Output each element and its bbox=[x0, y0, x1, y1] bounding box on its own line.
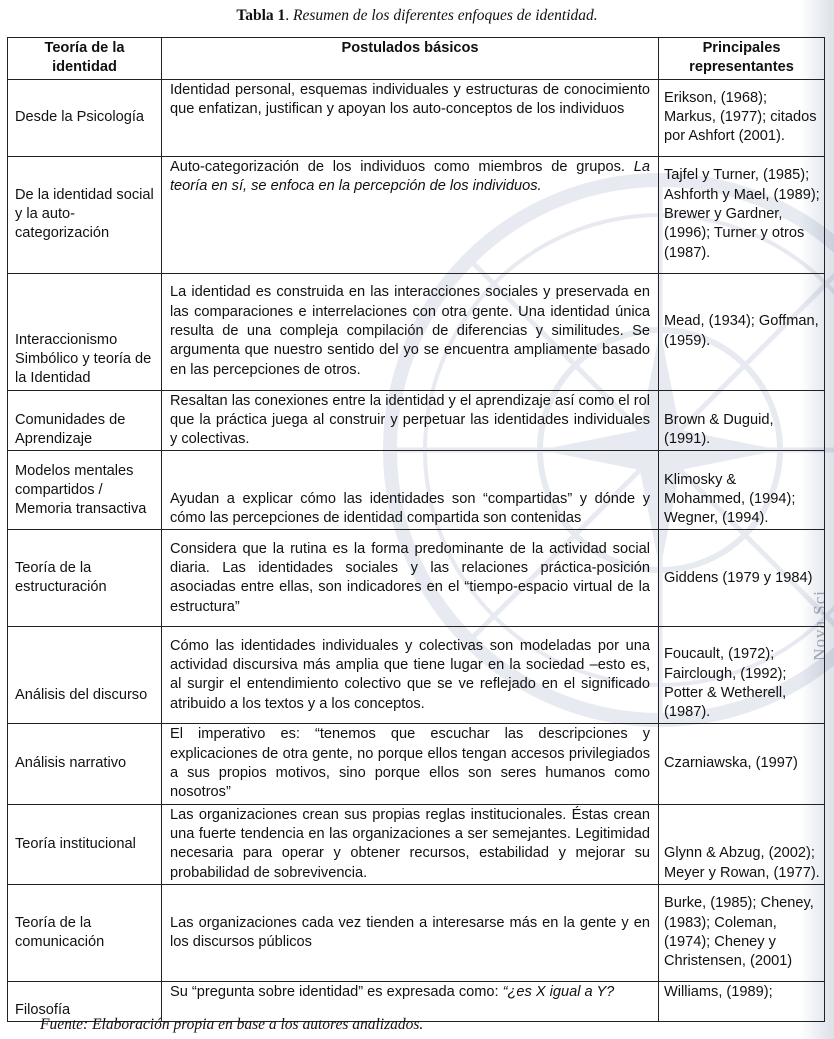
postulate-cell bbox=[162, 627, 659, 724]
table-row bbox=[8, 724, 825, 804]
table-row bbox=[8, 390, 825, 451]
theory-cell: Filosofía bbox=[8, 981, 162, 1021]
caption-separator: . bbox=[285, 7, 294, 24]
table-row bbox=[8, 156, 825, 273]
theory-cell: Comunidades de Aprendizaje bbox=[8, 390, 162, 451]
header-theory: Teoría de la identidad bbox=[8, 38, 162, 80]
postulate-cell bbox=[162, 156, 659, 273]
postulate-text: Identidad personal, esquemas individuales y estructuras de conocimiento que enfatizan, justifican y apoyan los auto-conceptos de los individuos bbox=[170, 81, 650, 117]
theory-cell: Teoría institucional bbox=[8, 804, 162, 884]
table-row bbox=[8, 451, 825, 530]
representatives-cell: Czarniawska, (1997) bbox=[659, 724, 825, 804]
representatives-cell: Foucault, (1972); Fairclough, (1992); Potter & Wetherell, (1987). bbox=[659, 627, 825, 724]
postulate-cell bbox=[162, 530, 659, 627]
theory-cell: De la identidad social y la auto-categorización bbox=[8, 156, 162, 273]
watermark-text: Nova Sci bbox=[810, 590, 829, 661]
header-representatives: Principales representantes bbox=[659, 38, 825, 80]
caption-title: Resumen de los diferentes enfoques de identidad. bbox=[293, 7, 598, 24]
postulate-text: El imperativo es: “tenemos que escuchar las descripciones y explicaciones de otra gente, no porque ellos tengan accesos privilegiados a sus propios motivos, sino porque ellos son seres humanos como nosotros” bbox=[170, 726, 650, 801]
postulate-text: Auto-categorización de los individuos como miembros de grupos. bbox=[170, 158, 634, 175]
theory-cell: Análisis del discurso bbox=[8, 627, 162, 724]
table-row bbox=[8, 627, 825, 724]
table-row bbox=[8, 804, 825, 884]
theory-cell: Interaccionismo Simbólico y teoría de la Identidad bbox=[8, 273, 162, 390]
postulate-cell bbox=[162, 804, 659, 884]
postulate-text: Considera que la rutina es la forma predominante de la actividad social diaria. Las identidades sociales y las relaciones práctica-posición asociadas entre ellas, son indicadores en el “tiempo-espacio virtual de la estructura” bbox=[170, 540, 650, 615]
representatives-cell: Erikson, (1968); Markus, (1977); citados por Ashfort (2001). bbox=[659, 79, 825, 156]
table-row bbox=[8, 273, 825, 390]
representatives-cell: Klimosky & Mohammed, (1994); Wegner, (1994). bbox=[659, 451, 825, 530]
table-row bbox=[8, 884, 825, 981]
postulate-text: Su “pregunta sobre identidad” es expresada como: bbox=[170, 983, 503, 1000]
table-row bbox=[8, 530, 825, 627]
postulate-cell bbox=[162, 451, 659, 530]
representatives-cell: Brown & Duguid, (1991). bbox=[659, 390, 825, 451]
identity-approaches-table bbox=[7, 37, 825, 1022]
table-source-note: Fuente: Elaboración propia en base a los autores analizados. bbox=[40, 1016, 424, 1033]
caption-label: Tabla 1 bbox=[236, 7, 286, 24]
theory-cell: Modelos mentales compartidos / Memoria transactiva bbox=[8, 451, 162, 530]
representatives-cell: Glynn & Abzug, (2002); Meyer y Rowan, (1977). bbox=[659, 804, 825, 884]
postulate-italic-text: La teoría en sí, se enfoca en la percepción de los individuos. bbox=[170, 158, 650, 194]
theory-cell: Desde la Psicología bbox=[8, 79, 162, 156]
postulate-text: Ayudan a explicar cómo las identidades son “compartidas” y dónde y cómo las percepciones de identidad compartida son contenidas bbox=[170, 490, 650, 527]
header-row bbox=[8, 38, 825, 80]
postulate-cell bbox=[162, 79, 659, 156]
postulate-cell bbox=[162, 390, 659, 451]
theory-cell: Teoría de la estructuración bbox=[8, 530, 162, 627]
representatives-cell: Mead, (1934); Goffman, (1959). bbox=[659, 273, 825, 390]
representatives-cell: Burke, (1985); Cheney, (1983); Coleman, (1974); Cheney y Christensen, (2001) bbox=[659, 884, 825, 981]
postulate-italic-text: “¿es X igual a Y? bbox=[502, 983, 615, 1000]
postulate-text: Cómo las identidades individuales y colectivas son modeladas por una actividad discursiva más amplia que tiene lugar en la sociedad –esto es, al surgir el entendimiento colectivo que se ve reflejado en el significado atribuido a los textos y a los conceptos. bbox=[170, 637, 650, 712]
postulate-cell bbox=[162, 724, 659, 804]
postulate-text: Resaltan las conexiones entre la identidad y el aprendizaje así como el rol que la práctica juega al construir y perpetuar las identidades individuales y colectivas. bbox=[170, 392, 650, 448]
header-postulates: Postulados básicos bbox=[162, 38, 659, 80]
representatives-cell: Tajfel y Turner, (1985); Ashforth y Mael, (1989); Brewer y Gardner, (1996); Turner y otros (1987). bbox=[659, 156, 825, 273]
postulate-text: Las organizaciones crean sus propias reglas institucionales. Éstas crean una fuerte tendencia en las organizaciones a ser semejantes. Legitimidad necesaria para operar y obtener recursos, estabilidad y mejorar su probabilidad de sobrevivencia. bbox=[170, 806, 650, 881]
table-caption bbox=[0, 7, 834, 25]
theory-cell: Análisis narrativo bbox=[8, 724, 162, 804]
postulate-cell bbox=[162, 273, 659, 390]
table-row bbox=[8, 79, 825, 156]
postulate-text: La identidad es construida en las interacciones sociales y preservada en las comparaciones e interrelaciones con otra gente. Una identidad única resulta de una compleja compilación de diferencias y similitudes. Se argumenta que nuestro sentido del yo se encuentra ampliamente basado en las percepciones de otros. bbox=[170, 284, 650, 378]
postulate-text: Las organizaciones cada vez tienden a interesarse más en la gente y en los discursos públicos bbox=[170, 914, 650, 950]
theory-cell: Teoría de la comunicación bbox=[8, 884, 162, 981]
representatives-cell: Giddens (1979 y 1984) bbox=[659, 530, 825, 627]
representatives-cell: Williams, (1989); bbox=[659, 981, 825, 1021]
postulate-cell bbox=[162, 884, 659, 981]
